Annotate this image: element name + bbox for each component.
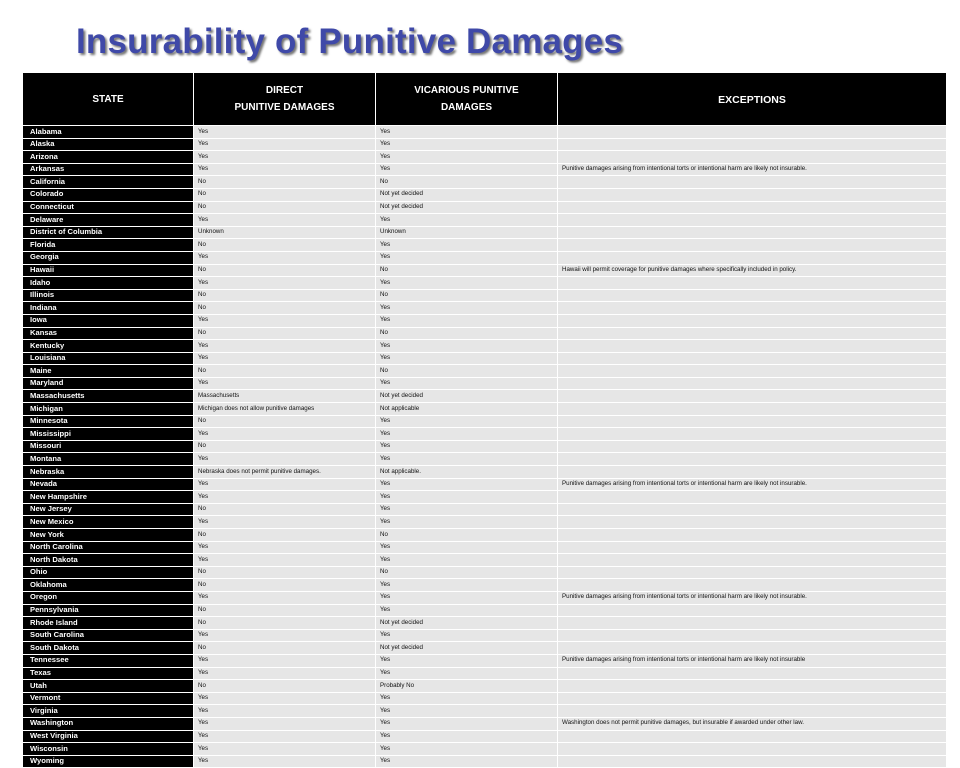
header-direct: [194, 73, 376, 126]
state-cell: Nevada: [23, 478, 194, 491]
vicarious-cell: Yes: [376, 453, 558, 466]
table-row: [23, 503, 947, 516]
exceptions-cell: [558, 755, 947, 768]
direct-cell: No: [194, 503, 376, 516]
vicarious-cell: Not yet decided: [376, 201, 558, 214]
exceptions-cell: Punitive damages arising from intentional torts or intentional harm are likely not insurable.: [558, 591, 947, 604]
table-row: [23, 138, 947, 151]
state-cell: Utah: [23, 680, 194, 693]
state-cell: North Dakota: [23, 554, 194, 567]
exceptions-cell: [558, 629, 947, 642]
direct-cell: Yes: [194, 352, 376, 365]
state-cell: South Carolina: [23, 629, 194, 642]
direct-cell: Yes: [194, 692, 376, 705]
table-row: [23, 629, 947, 642]
header-vicarious: [376, 73, 558, 126]
direct-cell: Yes: [194, 151, 376, 164]
state-cell: Tennessee: [23, 654, 194, 667]
table-row: [23, 302, 947, 315]
direct-cell: Yes: [194, 667, 376, 680]
vicarious-cell: Not yet decided: [376, 642, 558, 655]
vicarious-cell: Yes: [376, 440, 558, 453]
vicarious-cell: Not yet decided: [376, 188, 558, 201]
table-row: [23, 415, 947, 428]
header-state: [23, 73, 194, 126]
exceptions-cell: [558, 327, 947, 340]
exceptions-cell: [558, 302, 947, 315]
direct-cell: Yes: [194, 126, 376, 139]
state-cell: Iowa: [23, 314, 194, 327]
state-cell: Idaho: [23, 277, 194, 290]
direct-cell: No: [194, 415, 376, 428]
exceptions-cell: Washington does not permit punitive damages, but insurable if awarded under other law.: [558, 717, 947, 730]
state-cell: Kansas: [23, 327, 194, 340]
vicarious-cell: Yes: [376, 302, 558, 315]
direct-cell: No: [194, 365, 376, 378]
vicarious-cell: No: [376, 327, 558, 340]
direct-cell: Yes: [194, 491, 376, 504]
state-cell: Montana: [23, 453, 194, 466]
vicarious-cell: Yes: [376, 352, 558, 365]
exceptions-cell: [558, 151, 947, 164]
exceptions-cell: [558, 617, 947, 630]
state-cell: Wyoming: [23, 755, 194, 768]
state-cell: North Carolina: [23, 541, 194, 554]
state-cell: District of Columbia: [23, 226, 194, 239]
table-row: [23, 126, 947, 139]
vicarious-cell: Yes: [376, 491, 558, 504]
direct-cell: Yes: [194, 654, 376, 667]
vicarious-cell: No: [376, 176, 558, 189]
exceptions-cell: [558, 340, 947, 353]
table-row: [23, 403, 947, 416]
direct-cell: No: [194, 604, 376, 617]
vicarious-cell: Yes: [376, 667, 558, 680]
vicarious-cell: Probably No: [376, 680, 558, 693]
state-cell: Hawaii: [23, 264, 194, 277]
table-row: [23, 730, 947, 743]
state-cell: Oregon: [23, 591, 194, 604]
direct-cell: Yes: [194, 541, 376, 554]
table-row: [23, 151, 947, 164]
exceptions-cell: Punitive damages arising from intentional torts or intentional harm are likely not insurable: [558, 654, 947, 667]
vicarious-cell: Not yet decided: [376, 617, 558, 630]
table-row: [23, 226, 947, 239]
table-row: [23, 491, 947, 504]
table-row: [23, 478, 947, 491]
state-cell: New Mexico: [23, 516, 194, 529]
header-direct-line2: PUNITIVE DAMAGES: [234, 102, 335, 113]
state-cell: Delaware: [23, 214, 194, 227]
vicarious-cell: Yes: [376, 126, 558, 139]
table-row: [23, 541, 947, 554]
table-row: [23, 352, 947, 365]
state-cell: Pennsylvania: [23, 604, 194, 617]
exceptions-cell: [558, 415, 947, 428]
table-row: [23, 705, 947, 718]
state-cell: Illinois: [23, 289, 194, 302]
exceptions-cell: [558, 503, 947, 516]
exceptions-cell: [558, 138, 947, 151]
direct-cell: Yes: [194, 516, 376, 529]
table-row: [23, 617, 947, 630]
direct-cell: No: [194, 176, 376, 189]
table-body: [23, 126, 947, 768]
exceptions-cell: [558, 642, 947, 655]
direct-cell: Yes: [194, 163, 376, 176]
direct-cell: Yes: [194, 428, 376, 441]
exceptions-cell: [558, 667, 947, 680]
vicarious-cell: Yes: [376, 251, 558, 264]
vicarious-cell: Yes: [376, 730, 558, 743]
state-cell: South Dakota: [23, 642, 194, 655]
state-cell: Arkansas: [23, 163, 194, 176]
direct-cell: Yes: [194, 314, 376, 327]
exceptions-cell: [558, 201, 947, 214]
direct-cell: No: [194, 529, 376, 542]
table-row: [23, 692, 947, 705]
state-cell: Wisconsin: [23, 743, 194, 756]
table-row: [23, 251, 947, 264]
vicarious-cell: Yes: [376, 214, 558, 227]
table-row: [23, 743, 947, 756]
state-cell: Oklahoma: [23, 579, 194, 592]
table-row: [23, 239, 947, 252]
vicarious-cell: Yes: [376, 604, 558, 617]
table-row: [23, 289, 947, 302]
direct-cell: Yes: [194, 705, 376, 718]
state-cell: Louisiana: [23, 352, 194, 365]
vicarious-cell: Not applicable: [376, 403, 558, 416]
direct-cell: No: [194, 327, 376, 340]
vicarious-cell: Yes: [376, 239, 558, 252]
table-row: [23, 201, 947, 214]
exceptions-cell: [558, 277, 947, 290]
exceptions-cell: [558, 314, 947, 327]
direct-cell: Yes: [194, 277, 376, 290]
header-vicarious-line1: VICARIOUS PUNITIVE: [414, 85, 519, 96]
exceptions-cell: [558, 390, 947, 403]
state-cell: Texas: [23, 667, 194, 680]
direct-cell: No: [194, 566, 376, 579]
table-row: [23, 264, 947, 277]
direct-cell: No: [194, 302, 376, 315]
table-row: [23, 566, 947, 579]
vicarious-cell: Yes: [376, 717, 558, 730]
vicarious-cell: Not yet decided: [376, 390, 558, 403]
header-exceptions: [558, 73, 947, 126]
table-row: [23, 755, 947, 768]
vicarious-cell: Yes: [376, 591, 558, 604]
state-cell: Virginia: [23, 705, 194, 718]
table-row: [23, 529, 947, 542]
punitive-damages-table: [22, 72, 947, 768]
table-row: [23, 428, 947, 441]
exceptions-cell: Punitive damages arising from intentional torts or intentional harm are likely not insurable.: [558, 478, 947, 491]
table-row: [23, 680, 947, 693]
direct-cell: Michigan does not allow punitive damages: [194, 403, 376, 416]
state-cell: Connecticut: [23, 201, 194, 214]
direct-cell: Yes: [194, 629, 376, 642]
direct-cell: Yes: [194, 138, 376, 151]
state-cell: California: [23, 176, 194, 189]
direct-cell: No: [194, 264, 376, 277]
vicarious-cell: No: [376, 365, 558, 378]
exceptions-cell: [558, 705, 947, 718]
direct-cell: Yes: [194, 453, 376, 466]
vicarious-cell: Unknown: [376, 226, 558, 239]
table-row: [23, 365, 947, 378]
exceptions-cell: [558, 692, 947, 705]
vicarious-cell: Yes: [376, 743, 558, 756]
vicarious-cell: No: [376, 289, 558, 302]
state-cell: Ohio: [23, 566, 194, 579]
vicarious-cell: Yes: [376, 516, 558, 529]
state-cell: Colorado: [23, 188, 194, 201]
vicarious-cell: No: [376, 264, 558, 277]
vicarious-cell: Yes: [376, 151, 558, 164]
vicarious-cell: Yes: [376, 541, 558, 554]
table-row: [23, 466, 947, 479]
vicarious-cell: Yes: [376, 629, 558, 642]
direct-cell: No: [194, 579, 376, 592]
vicarious-cell: Yes: [376, 705, 558, 718]
exceptions-cell: [558, 466, 947, 479]
table-row: [23, 214, 947, 227]
state-cell: Rhode Island: [23, 617, 194, 630]
direct-cell: Nebraska does not permit punitive damages.: [194, 466, 376, 479]
vicarious-cell: Yes: [376, 163, 558, 176]
vicarious-cell: No: [376, 566, 558, 579]
direct-cell: Yes: [194, 214, 376, 227]
exceptions-cell: Hawaii will permit coverage for punitive damages where specifically included in policy.: [558, 264, 947, 277]
direct-cell: Unknown: [194, 226, 376, 239]
direct-cell: No: [194, 440, 376, 453]
state-cell: Florida: [23, 239, 194, 252]
table-row: [23, 377, 947, 390]
exceptions-cell: [558, 214, 947, 227]
vicarious-cell: Yes: [376, 654, 558, 667]
direct-cell: Yes: [194, 340, 376, 353]
vicarious-cell: Yes: [376, 579, 558, 592]
vicarious-cell: Yes: [376, 554, 558, 567]
exceptions-cell: [558, 188, 947, 201]
direct-cell: No: [194, 617, 376, 630]
state-cell: Michigan: [23, 403, 194, 416]
exceptions-cell: [558, 604, 947, 617]
table-row: [23, 188, 947, 201]
header-exceptions-label: EXCEPTIONS: [718, 93, 786, 106]
direct-cell: Yes: [194, 554, 376, 567]
table-row: [23, 667, 947, 680]
vicarious-cell: Not applicable.: [376, 466, 558, 479]
state-cell: New Hampshire: [23, 491, 194, 504]
table-row: [23, 516, 947, 529]
state-cell: Vermont: [23, 692, 194, 705]
state-cell: Nebraska: [23, 466, 194, 479]
vicarious-cell: Yes: [376, 503, 558, 516]
exceptions-cell: [558, 680, 947, 693]
direct-cell: Massachusetts: [194, 390, 376, 403]
state-cell: Mississippi: [23, 428, 194, 441]
direct-cell: Yes: [194, 743, 376, 756]
slide-title: Insurability of Punitive Damages: [76, 22, 624, 61]
vicarious-cell: Yes: [376, 692, 558, 705]
direct-cell: Yes: [194, 717, 376, 730]
table-row: [23, 327, 947, 340]
exceptions-cell: Punitive damages arising from intentional torts or intentional harm are likely not insurable.: [558, 163, 947, 176]
exceptions-cell: [558, 491, 947, 504]
state-cell: Missouri: [23, 440, 194, 453]
exceptions-cell: [558, 403, 947, 416]
vicarious-cell: Yes: [376, 478, 558, 491]
direct-cell: No: [194, 188, 376, 201]
state-cell: Kentucky: [23, 340, 194, 353]
table-row: [23, 579, 947, 592]
exceptions-cell: [558, 176, 947, 189]
exceptions-cell: [558, 579, 947, 592]
table-row: [23, 554, 947, 567]
state-cell: Maryland: [23, 377, 194, 390]
vicarious-cell: Yes: [376, 755, 558, 768]
table-row: [23, 717, 947, 730]
vicarious-cell: Yes: [376, 138, 558, 151]
vicarious-cell: Yes: [376, 428, 558, 441]
header-state-label: STATE: [92, 93, 124, 105]
state-cell: Indiana: [23, 302, 194, 315]
exceptions-cell: [558, 541, 947, 554]
exceptions-cell: [558, 365, 947, 378]
exceptions-cell: [558, 428, 947, 441]
direct-cell: No: [194, 201, 376, 214]
table-row: [23, 176, 947, 189]
vicarious-cell: Yes: [376, 314, 558, 327]
state-cell: Arizona: [23, 151, 194, 164]
state-cell: Maine: [23, 365, 194, 378]
exceptions-cell: [558, 226, 947, 239]
vicarious-cell: No: [376, 529, 558, 542]
state-cell: Washington: [23, 717, 194, 730]
table-row: [23, 163, 947, 176]
table-row: [23, 390, 947, 403]
state-cell: Alaska: [23, 138, 194, 151]
exceptions-cell: [558, 251, 947, 264]
exceptions-cell: [558, 566, 947, 579]
direct-cell: Yes: [194, 377, 376, 390]
direct-cell: Yes: [194, 478, 376, 491]
table-row: [23, 654, 947, 667]
vicarious-cell: Yes: [376, 415, 558, 428]
table-row: [23, 453, 947, 466]
exceptions-cell: [558, 352, 947, 365]
state-cell: Georgia: [23, 251, 194, 264]
state-cell: New York: [23, 529, 194, 542]
table-row: [23, 340, 947, 353]
direct-cell: No: [194, 680, 376, 693]
direct-cell: Yes: [194, 251, 376, 264]
direct-cell: Yes: [194, 755, 376, 768]
table-row: [23, 440, 947, 453]
state-cell: New Jersey: [23, 503, 194, 516]
state-cell: West Virginia: [23, 730, 194, 743]
vicarious-cell: Yes: [376, 340, 558, 353]
exceptions-cell: [558, 529, 947, 542]
table-row: [23, 314, 947, 327]
exceptions-cell: [558, 126, 947, 139]
exceptions-cell: [558, 377, 947, 390]
exceptions-cell: [558, 554, 947, 567]
exceptions-cell: [558, 289, 947, 302]
exceptions-cell: [558, 239, 947, 252]
state-cell: Massachusetts: [23, 390, 194, 403]
exceptions-cell: [558, 516, 947, 529]
vicarious-cell: Yes: [376, 277, 558, 290]
exceptions-cell: [558, 730, 947, 743]
table-row: [23, 591, 947, 604]
direct-cell: Yes: [194, 591, 376, 604]
table-row: [23, 277, 947, 290]
table-row: [23, 604, 947, 617]
vicarious-cell: Yes: [376, 377, 558, 390]
direct-cell: No: [194, 289, 376, 302]
direct-cell: No: [194, 239, 376, 252]
exceptions-cell: [558, 440, 947, 453]
direct-cell: No: [194, 642, 376, 655]
header-direct-line1: DIRECT: [265, 85, 304, 96]
table-row: [23, 642, 947, 655]
table-header-row: [23, 73, 947, 126]
header-vicarious-line2: DAMAGES: [440, 102, 493, 113]
exceptions-cell: [558, 743, 947, 756]
direct-cell: Yes: [194, 730, 376, 743]
state-cell: Minnesota: [23, 415, 194, 428]
state-cell: Alabama: [23, 126, 194, 139]
exceptions-cell: [558, 453, 947, 466]
